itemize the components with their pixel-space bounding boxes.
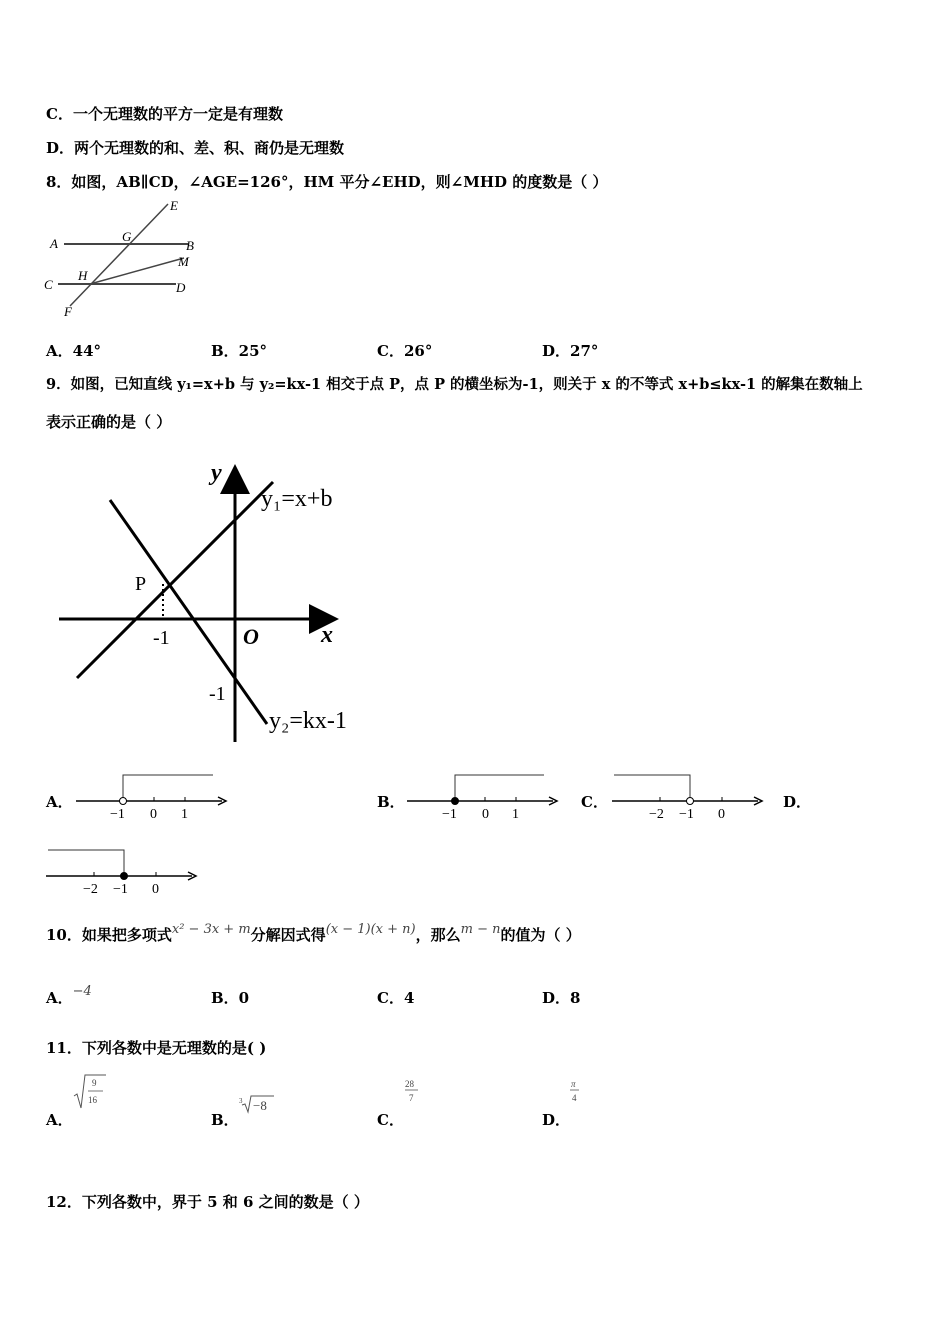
q7-option-d: D．两个无理数的和、差、积、商仍是无理数 xyxy=(46,139,345,157)
q11-option-c-fraction xyxy=(403,1076,423,1106)
q9-option-d-letter: D． xyxy=(783,793,812,811)
tick-b-1: −1 xyxy=(442,807,457,822)
x-axis-label: x xyxy=(321,622,333,648)
q10-option-b: B．0 xyxy=(211,989,250,1007)
q10-stem xyxy=(46,924,581,945)
tick-c-3: 0 xyxy=(718,807,725,822)
q11-option-d-fraction xyxy=(568,1076,584,1106)
q10-expr1: x² − 3x + m xyxy=(171,922,251,937)
q10-stem-c: ，那么 xyxy=(415,926,461,944)
a-numerator: 9 xyxy=(92,1078,97,1088)
tick-b-3: 1 xyxy=(512,807,519,822)
line2-label: y₂=kx-1 xyxy=(269,708,347,734)
point-p-label: P xyxy=(135,573,147,595)
label-h: H xyxy=(78,268,88,283)
x-neg1-label: -1 xyxy=(153,627,170,649)
q9-numberline-b xyxy=(403,772,563,822)
y-neg1-label: -1 xyxy=(209,683,226,705)
q9-numberline-c xyxy=(608,772,768,822)
q11-option-a-letter: A． xyxy=(46,1111,73,1129)
q9-stem-line2: 表示正确的是（ ） xyxy=(46,413,172,431)
tick-c-1: −2 xyxy=(649,807,664,822)
q10-expr3: m − n xyxy=(460,922,501,937)
label-c: C xyxy=(44,277,53,292)
q9-numberline-d xyxy=(44,847,204,897)
label-d: D xyxy=(176,280,186,295)
c-denominator: 7 xyxy=(409,1093,414,1103)
q10-option-d: D．8 xyxy=(542,989,581,1007)
q8-stem: 8．如图，AB∥CD，∠AGE=126°，HM 平分∠EHD，则∠MHD 的度数是（ ） xyxy=(46,173,608,191)
q9-stem-line1: 9．如图，已知直线 y₁=x+b 与 y₂=kx-1 相交于点 P，点 P 的横坐标为-1，则关于 x 的不等式 x+b≤kx-1 的解集在数轴上 xyxy=(46,376,863,393)
q9-option-a-letter: A． xyxy=(46,793,73,811)
label-a: A xyxy=(50,236,58,251)
label-b: B xyxy=(186,238,194,253)
q10-option-a-value: −4 xyxy=(72,984,92,999)
q11-option-b-cuberoot xyxy=(238,1094,278,1114)
q12-stem: 12．下列各数中，界于 5 和 6 之间的数是（ ） xyxy=(46,1193,369,1211)
q9-numberline-a xyxy=(72,772,232,822)
tick-d-2: −1 xyxy=(113,882,128,897)
q11-option-b-letter: B． xyxy=(211,1111,239,1129)
label-m: M xyxy=(178,254,189,269)
q11-option-d-letter: D． xyxy=(542,1111,571,1129)
label-f: F xyxy=(64,304,72,319)
q9-graph xyxy=(55,460,375,750)
b-radicand: −8 xyxy=(253,1098,267,1113)
label-g: G xyxy=(122,229,132,244)
q10-stem-b: 分解因式得 xyxy=(250,926,326,944)
q8-figure xyxy=(40,198,210,320)
origin-label: O xyxy=(243,624,259,649)
tick-a-3: 1 xyxy=(181,807,188,822)
q10-option-a xyxy=(46,984,92,1008)
q8-option-d: D．27° xyxy=(542,342,599,360)
b-index: 3 xyxy=(239,1097,243,1105)
q9-option-b-letter: B． xyxy=(377,793,405,811)
q11-option-c-letter: C． xyxy=(377,1111,404,1129)
tick-b-2: 0 xyxy=(482,807,489,822)
q11-stem: 11．下列各数中是无理数的是( ) xyxy=(46,1039,267,1057)
tick-d-3: 0 xyxy=(152,882,159,897)
q10-stem-d: 的值为（ ） xyxy=(500,926,581,944)
line1-label: y₁=x+b xyxy=(261,486,333,512)
q10-stem-a: 10．如果把多项式 xyxy=(46,926,172,944)
q11-option-a-sqrt-fraction xyxy=(72,1072,108,1112)
line-ef xyxy=(70,204,168,306)
q8-option-a: A．44° xyxy=(46,342,102,360)
y-axis-label: y xyxy=(211,460,222,486)
q10-option-a-letter: A． xyxy=(46,989,73,1007)
q8-option-c: C．26° xyxy=(377,342,433,360)
line-y2 xyxy=(110,500,267,724)
a-denominator: 16 xyxy=(88,1095,97,1105)
q8-option-b: B．25° xyxy=(211,342,268,360)
q9-option-c-letter: C． xyxy=(581,793,608,811)
tick-d-1: −2 xyxy=(83,882,98,897)
c-numerator: 28 xyxy=(405,1079,414,1089)
d-numerator: π xyxy=(571,1079,576,1089)
d-denominator: 4 xyxy=(572,1093,577,1103)
q10-expr2: (x − 1)(x + n) xyxy=(325,922,416,937)
tick-a-2: 0 xyxy=(150,807,157,822)
q10-option-c: C．4 xyxy=(377,989,415,1007)
q7-option-c: C．一个无理数的平方一定是有理数 xyxy=(46,105,283,123)
label-e: E xyxy=(170,198,178,213)
tick-a-1: −1 xyxy=(110,807,125,822)
tick-c-2: −1 xyxy=(679,807,694,822)
